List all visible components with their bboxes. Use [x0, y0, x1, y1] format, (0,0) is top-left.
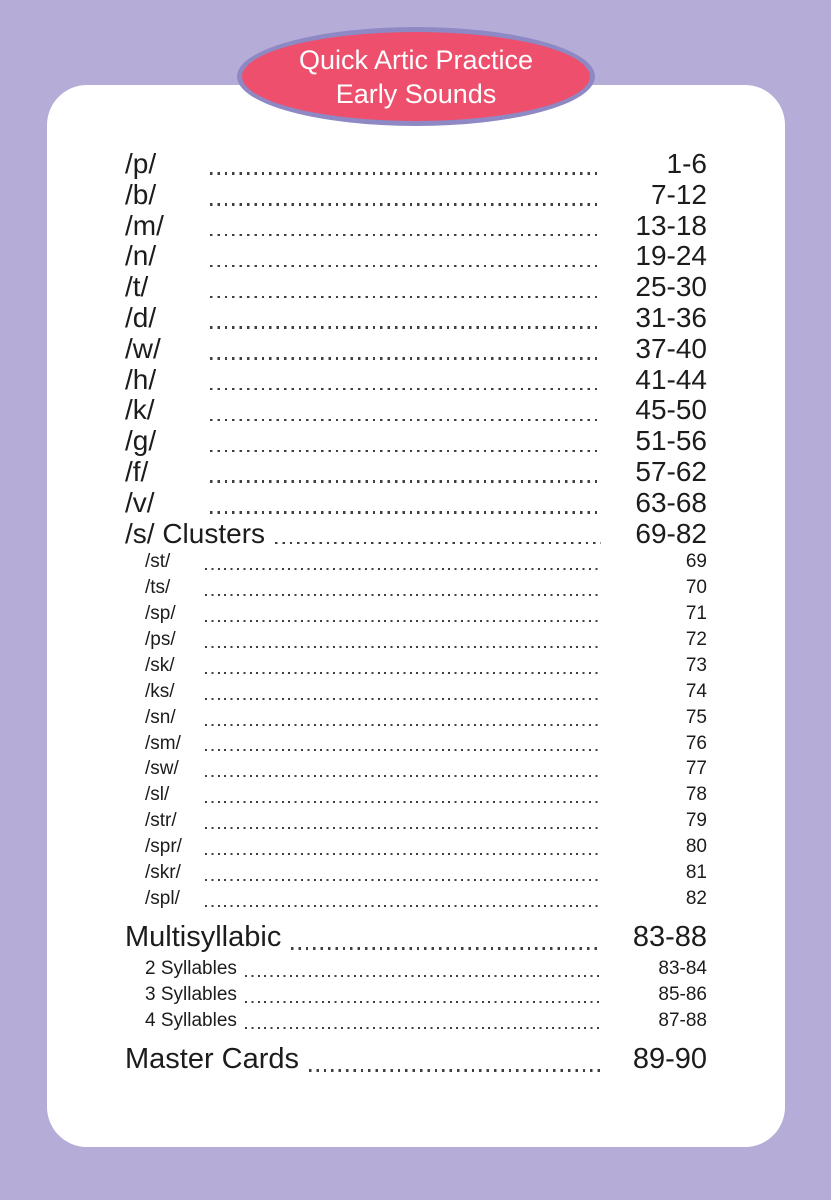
toc-pages: 82	[685, 887, 707, 909]
dotted-leader	[275, 542, 601, 544]
toc-row	[125, 395, 707, 426]
toc-label: /w/	[125, 332, 161, 364]
toc-label: /ps/	[145, 629, 176, 651]
toc-label: 4 Syllables	[145, 1009, 237, 1031]
dotted-leader	[205, 698, 601, 700]
toc-label: /s/ Clusters	[125, 517, 266, 549]
toc-pages: 31-36	[635, 301, 707, 333]
title-badge	[237, 27, 595, 126]
toc-label: /sl/	[145, 784, 170, 806]
toc-row	[125, 272, 707, 303]
toc-row	[125, 860, 707, 886]
toc-row	[125, 782, 707, 808]
dotted-leader	[210, 234, 601, 236]
toc-pages: 77	[685, 758, 707, 780]
dotted-leader	[210, 511, 601, 513]
dotted-leader	[210, 326, 601, 328]
toc-list	[125, 149, 707, 1078]
toc-label: /g/	[125, 425, 157, 457]
toc-label: /ts/	[145, 577, 171, 599]
toc-pages: 57-62	[635, 455, 707, 487]
toc-row	[125, 834, 707, 860]
toc-label: /t/	[125, 271, 149, 303]
toc-label: /ks/	[145, 680, 175, 702]
toc-pages: 7-12	[650, 178, 707, 210]
dotted-leader	[245, 1027, 601, 1029]
toc-row	[125, 303, 707, 334]
toc-row	[125, 679, 707, 705]
toc-label: /sp/	[145, 603, 176, 625]
toc-row	[125, 808, 707, 834]
dotted-leader	[205, 853, 601, 855]
toc-pages: 76	[685, 732, 707, 754]
toc-row	[125, 705, 707, 731]
toc-label: /str/	[145, 810, 177, 832]
toc-pages: 89-90	[632, 1042, 707, 1075]
toc-row	[125, 149, 707, 180]
toc-label: /k/	[125, 394, 155, 426]
dotted-leader	[210, 388, 601, 390]
toc-pages: 69	[685, 551, 707, 573]
toc-label: /v/	[125, 486, 155, 518]
toc-pages: 72	[685, 629, 707, 651]
toc-pages: 19-24	[635, 240, 707, 272]
dotted-leader	[309, 1069, 601, 1071]
toc-label: /p/	[125, 148, 157, 179]
toc-label: /sn/	[145, 706, 176, 728]
toc-label: /f/	[125, 455, 149, 487]
toc-row	[125, 488, 707, 519]
toc-pages: 41-44	[635, 363, 707, 395]
dotted-leader	[205, 905, 601, 907]
toc-row	[125, 653, 707, 679]
toc-label: /skr/	[145, 862, 181, 884]
toc-pages: 69-82	[635, 517, 707, 549]
dotted-leader	[205, 879, 601, 881]
toc-row	[125, 365, 707, 396]
toc-pages: 87-88	[658, 1009, 707, 1031]
toc-label: Multisyllabic	[125, 920, 282, 953]
toc-pages: 79	[685, 810, 707, 832]
toc-row	[125, 886, 707, 912]
dotted-leader	[205, 568, 601, 570]
dotted-leader	[205, 620, 601, 622]
toc-pages: 83-88	[632, 920, 707, 953]
toc-row	[125, 982, 707, 1008]
dotted-leader	[210, 480, 601, 482]
toc-label: /spl/	[145, 887, 180, 909]
toc-pages: 1-6	[666, 148, 707, 179]
toc-pages: 37-40	[635, 332, 707, 364]
toc-row	[125, 601, 707, 627]
toc-row	[125, 756, 707, 782]
dotted-leader	[291, 947, 601, 949]
dotted-leader	[205, 775, 601, 777]
toc-label: /h/	[125, 363, 157, 395]
toc-label: /sk/	[145, 654, 175, 676]
toc-row	[125, 457, 707, 488]
contents-card	[47, 85, 785, 1147]
toc-row	[125, 1041, 707, 1078]
toc-pages: 80	[685, 836, 707, 858]
toc-pages: 81	[685, 862, 707, 884]
toc-label: /sm/	[145, 732, 181, 754]
toc-pages: 71	[685, 603, 707, 625]
badge-title-line1: Quick Artic Practice	[298, 44, 534, 75]
dotted-leader	[210, 419, 601, 421]
toc-label: /spr/	[145, 836, 182, 858]
toc-label: 3 Syllables	[145, 983, 237, 1005]
toc-row	[125, 731, 707, 757]
toc-row	[125, 334, 707, 365]
dotted-leader	[205, 646, 601, 648]
toc-label: /sw/	[145, 758, 179, 780]
toc-row	[125, 241, 707, 272]
dotted-leader	[210, 450, 601, 452]
dotted-leader	[205, 672, 601, 674]
toc-pages: 75	[685, 706, 707, 728]
dotted-leader	[210, 296, 601, 298]
toc-label: Master Cards	[125, 1042, 300, 1075]
dotted-leader	[205, 749, 601, 751]
toc-row	[125, 575, 707, 601]
toc-pages: 78	[685, 784, 707, 806]
dotted-leader	[245, 1001, 601, 1003]
toc-pages: 74	[685, 680, 707, 702]
toc-row	[125, 549, 707, 575]
toc-pages: 85-86	[658, 983, 707, 1005]
toc-row	[125, 919, 707, 956]
toc-pages: 70	[685, 577, 707, 599]
toc-label: /n/	[125, 240, 157, 272]
toc-pages: 73	[685, 654, 707, 676]
toc-pages: 51-56	[635, 425, 707, 457]
dotted-leader	[210, 203, 601, 205]
toc-label: /b/	[125, 178, 157, 210]
dotted-leader	[205, 594, 601, 596]
toc-label: 2 Syllables	[145, 957, 237, 979]
toc-row	[125, 180, 707, 211]
dotted-leader	[205, 827, 601, 829]
toc-label: /st/	[145, 551, 171, 573]
toc-row	[125, 426, 707, 457]
toc-row	[125, 627, 707, 653]
toc-pages: 45-50	[635, 394, 707, 426]
dotted-leader	[205, 801, 601, 803]
toc-row	[125, 956, 707, 982]
toc-pages: 13-18	[635, 209, 707, 241]
dotted-leader	[205, 724, 601, 726]
badge-title-line2: Early Sounds	[335, 78, 497, 109]
toc-pages: 63-68	[635, 486, 707, 518]
dotted-leader	[245, 975, 601, 977]
toc-pages: 25-30	[635, 271, 707, 303]
toc-label: /m/	[125, 209, 164, 241]
toc-label: /d/	[125, 301, 157, 333]
dotted-leader	[210, 357, 601, 359]
toc-row	[125, 211, 707, 242]
dotted-leader	[210, 265, 601, 267]
toc-row	[125, 1008, 707, 1034]
toc-pages: 83-84	[658, 957, 707, 979]
dotted-leader	[210, 172, 601, 174]
toc-row	[125, 519, 707, 550]
